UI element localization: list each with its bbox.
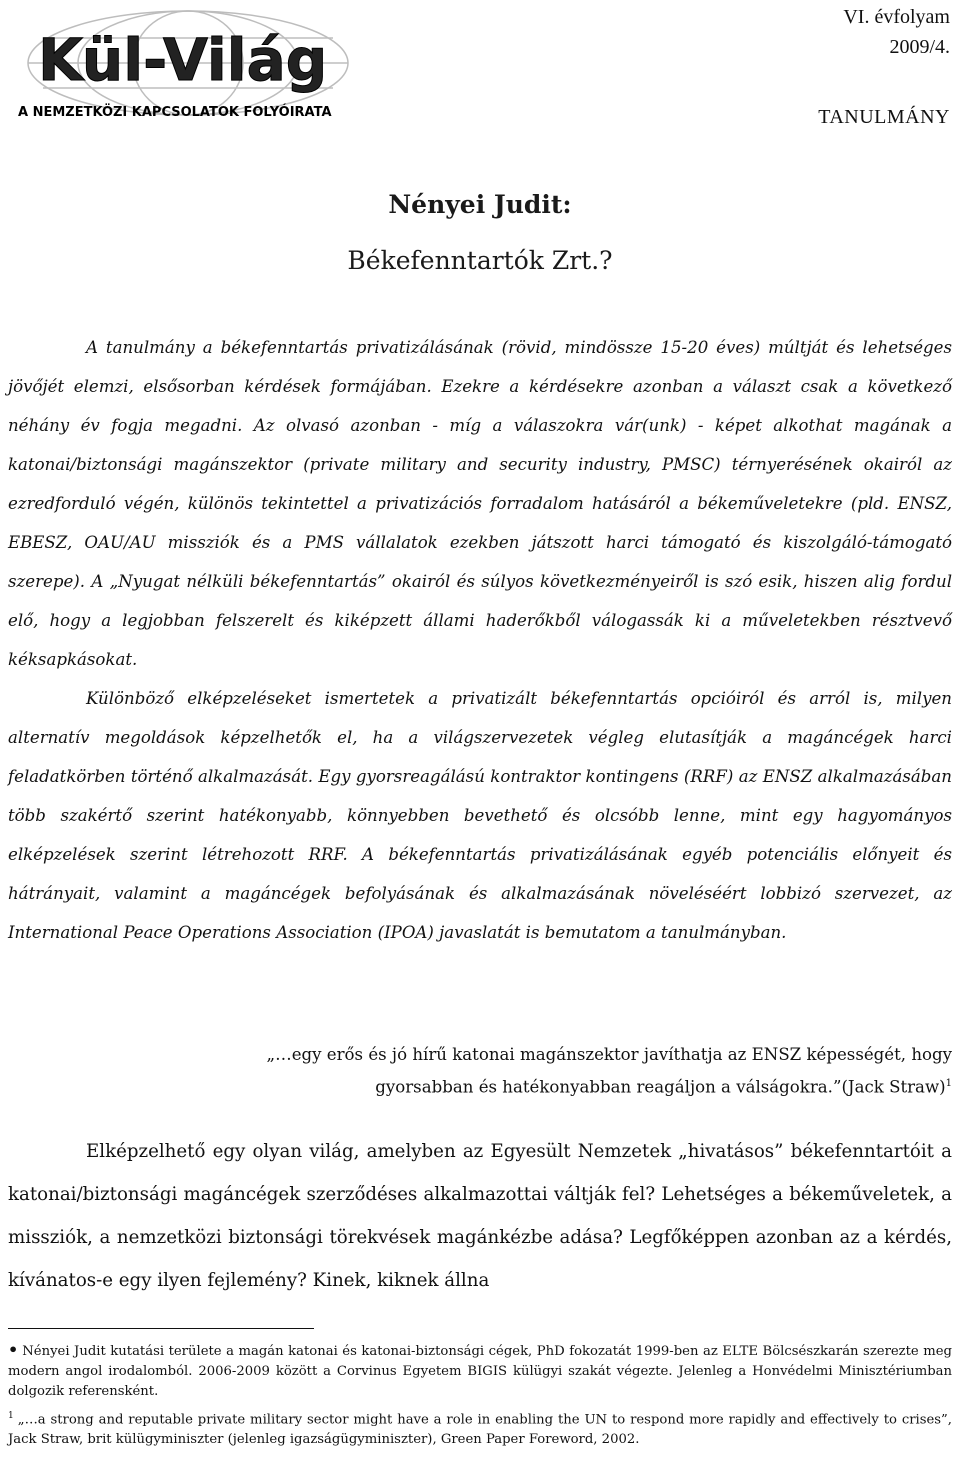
footnote-marker: 1 (8, 1411, 14, 1421)
article-author: Nényei Judit: (388, 190, 572, 219)
footnote-text: Nényei Judit kutatási területe a magán katonai és katonai-biztonsági cégek, PhD fokozatát 1999-ben az ELTE Bölcsészkarán szerezte meg modern angol irodalomból. 2006-2009 között a Corvinus Egyetem BIGIS külügyi szakát végezte. Jelenleg a Honvédelmi Minisztériumban dolgozik referensként. (8, 1344, 952, 1399)
journal-logo (8, 8, 428, 126)
epigraph-quote (8, 1040, 952, 1102)
quote-line-2 (8, 1069, 952, 1102)
body-text (8, 1130, 952, 1302)
doc-type-label: TANULMÁNY (818, 106, 950, 128)
abstract-paragraph: Különböző elképzeléseket ismertetek a privatizált békefenntartás opcióiról és arról is, milyen alternatív megoldások képzelhetők el, ha a világszervezetek végleg elutasítják a magáncégek harci feladatkörben történő alkalmazását. Egy gyorsreagálású kontraktor kontingens (RRF) az ENSZ alkalmazásában több szakértő szerint hatékonyabb, könnyebben bevethető és olcsóbb lenne, mint egy hagyományos elképzelések szerint létrehozott RRF. A békefenntartás privatizálásának egyéb potenciális előnyeit és hátrányait, valamint a magáncégek befolyásának és alkalmazásának növeléséért lobbizó szervezet, az International Peace Operations Association (IPOA) javaslatát is bemutatom a tanulmányban. (8, 689, 952, 942)
quote-line: gyorsabban és hatékonyabban reagáljon a válságokra.”(Jack Straw) (375, 1077, 946, 1097)
footnote-marker: • (8, 1340, 19, 1359)
issue-label: 2009/4. (889, 36, 950, 58)
abstract-paragraph: A tanulmány a békefenntartás privatizálásának (rövid, mindössze 15-20 éves) múltját és lehetséges jövőjét elemzi, elsősorban kérdések formájában. Ezekre a kérdésekre azonban a választ csak a következő néhány év fogja megadni. Az olvasó azonban - míg a válaszokra vár(unk) - képet alkothat magának a katonai/biztonsági magánszektor (private military and security industry, PMSC) térnyerésének okairól az ezredforduló végén, különös tekintettel a privatizációs forradalom hatásáról a békeműveletekre (pld. ENSZ, EBESZ, OAU/AU missziók és a PMS vállalatok ezekben játszott harci támogató és kiszolgáló-támogató szerepe). A „Nyugat nélküli békefenntartás” okairól és súlyos következményeiről is szó esik, hiszen alig fordul elő, hogy a legjobban felszerelt és kiképzett állami haderőkből válogassák ki a műveletekben résztvevő kéksapkásokat. (8, 338, 952, 669)
body-paragraph: Elképzelhető egy olyan világ, amelyben az Egyesült Nemzetek „hivatásos” békefenntartóit a katonai/biztonsági magáncégek szerződéses alkalmazottai váltják fel? Lehetséges a békeműveletek, a missziók, a nemzetközi biztonsági törekvések magánkézbe adása? Legfőképpen azonban az a kérdés, kívánatos-e egy ilyen fejlemény? Kinek, kiknek állna (8, 1141, 952, 1291)
quote-line: „…egy erős és jó hírű katonai magánszektor javíthatja az ENSZ képességét, hogy (266, 1045, 952, 1064)
footnote-ref: 1 (945, 1078, 952, 1089)
volume-label: VI. évfolyam (843, 6, 950, 28)
article-title: Békefenntartók Zrt.? (347, 246, 613, 275)
abstract (8, 328, 952, 952)
footnote-divider (8, 1328, 314, 1329)
logo-title: Kül-Világ (38, 26, 328, 94)
footnote-item (8, 1406, 952, 1450)
logo-subtitle: A NEMZETKÖZI KAPCSOLATOK FOLYÓIRATA (18, 105, 332, 120)
footnotes (8, 1340, 952, 1450)
globe-logo-icon (8, 8, 428, 126)
issue-info (818, 2, 950, 132)
footnote-item (8, 1340, 952, 1402)
footnote-text: „…a strong and reputable private military sector might have a role in enabling the UN to respond more rapidly and effectively to crises”, Jack Straw, brit külügyminiszter (jelenleg igazságügyminiszter), Green Paper Foreword, 2002. (8, 1412, 952, 1448)
